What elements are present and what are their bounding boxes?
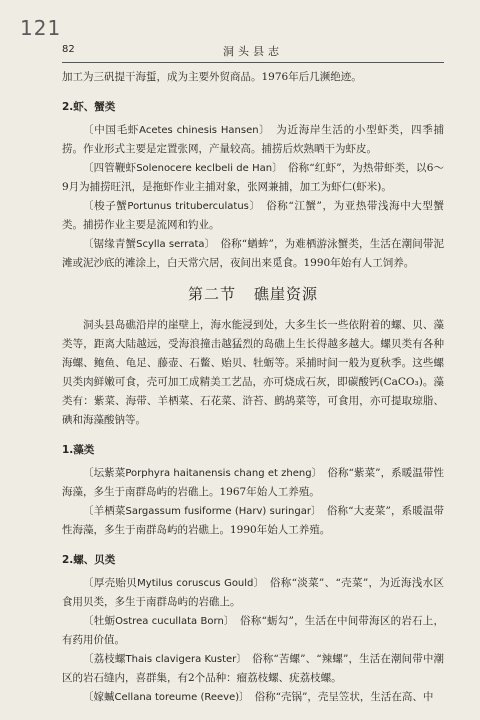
species-latin-name: Thais clavigera Kuster〕 [125,654,242,665]
section-title [62,285,444,304]
section-paragraph: 洞头县岛礁沿岸的崖壁上，海水能浸到处，大多生长一些依附着的螺、贝、藻类等，距离大陆越远，受海浪撞击越猛烈的岛礁上生长得越多越大。螺贝类有各种海螺、鲍鱼、龟足、藤壶、石鳖、贻贝、牡蛎等。采捕时间一般为夏秋季。这些螺贝类肉鲜嫩可食，壳可加工成精美工艺品，亦可烧成石灰，即碳酸钙(CaCO₃)。藻类有：紫菜、海带、羊栖菜、石花菜、浒苔、鹧鸪菜等，可食用，亦可提取琼脂、碘和海藻酸钠等。 [62,319,444,426]
page-body [62,68,444,707]
species-description: 俗称“蝤蛑”，为难栖游泳蟹类，生活在潮间带泥滩或泥沙底的滩涂上，白天常穴居，夜间出来觅食。1990年始有人工饲养。 [62,238,444,269]
species-entry [62,574,444,612]
species-description: 俗称“蛎勾”，生活在中间带海区的岩石上，有药用价值。 [62,615,444,646]
species-description: 俗称“紫菜”，系暖温带性海藻，多生于南群岛屿的岩礁上。1967年始人工养殖。 [62,467,445,498]
species-latin-name: Portunus trituberculatus〕 [127,201,256,212]
species-latin-name: Cellana toreume (Reeve)〕 [114,692,245,703]
page-number: 82 [62,44,75,55]
species-latin-name: Porphyra haitanensis chang et zheng〕 [125,468,317,479]
species-entry [62,502,444,540]
subsection-heading-shellfish: 2.螺、贝类 [62,554,116,566]
species-cn-name: 〔牡蛎 [83,615,116,627]
species-entry [62,612,444,650]
species-description: 俗称“红虾”，为热带虾类，以6～9月为捕捞旺汛，是拖虾作业主捕对象，张网兼捕，加工为虾仁(虾米)。 [62,162,445,193]
species-cn-name: 〔梭子蟹 [83,200,128,212]
species-cn-name: 〔锯缘青蟹 [83,238,137,250]
species-entry [62,121,444,159]
species-cn-name: 〔羊栖菜 [83,505,126,517]
intro-paragraph: 加工为三矾提干海蜇，成为主要外贸商品。1976年后几濒绝迹。 [62,71,362,83]
species-entry [62,159,444,197]
species-description: 俗称“苦螺”、“辣螺”，生活在潮间带中潮区的岩石缝内，喜群集，有2个品种：瘤荔枝螺、疣荔枝螺。 [62,653,444,684]
species-cn-name: 〔荔枝螺 [83,653,126,665]
species-description: 俗称“江蟹”，为亚热带浅海中大型蟹类。捕捞作业主要是流网和钓业。 [62,200,445,231]
species-cn-name: 〔四管鞭虾 [83,162,137,174]
species-cn-name: 〔嫁蝛 [83,691,115,703]
species-cn-name: 〔中国毛虾 [83,124,140,136]
species-description: 俗称“淡菜”、“壳菜”，为近海浅水区食用贝类，多生于南群岛屿的岩礁上。 [62,577,444,608]
species-latin-name: Sargassum fusiforme (Harv) suringar〕 [125,506,317,517]
species-entry [62,235,444,273]
book-title: 洞头县志 [223,45,283,58]
species-description: 俗称“壳锅”，壳呈笠状，生活在高、中 [254,691,434,703]
handwritten-page-number: 121 [20,16,62,40]
species-latin-name: Ostrea cucullata Born〕 [115,616,230,627]
species-latin-name: Solenocere keclbeli de Han〕 [136,163,278,174]
species-cn-name: 〔坛紫菜 [83,467,126,479]
species-entry [62,464,444,502]
species-entry [62,688,444,707]
species-latin-name: Mytilus coruscus Gould〕 [137,578,260,589]
species-description: 为近海岸生活的小型虾类，四季捕捞。作业形式主要是定置张网，产量较高。捕捞后炊熟晒干为虾皮。 [62,124,445,155]
running-header [62,42,444,63]
species-latin-name: Scylla serrata〕 [136,239,210,250]
species-entry [62,650,444,688]
species-cn-name: 〔厚壳贻贝 [83,577,138,589]
species-latin-name: Acetes chinesis Hansen〕 [139,125,266,136]
species-entry [62,197,444,235]
subsection-heading-shrimp-crab: 2.虾、蟹类 [62,101,116,113]
section-name: 礁崖资源 [254,285,319,303]
species-description: 俗称“大麦菜”，系暖温带性海藻，多生于南群岛屿的岩礁上。1990年始人工养殖。 [62,505,445,536]
subsection-heading-algae: 1.藻类 [62,444,95,456]
section-number: 第二节 [187,285,236,303]
